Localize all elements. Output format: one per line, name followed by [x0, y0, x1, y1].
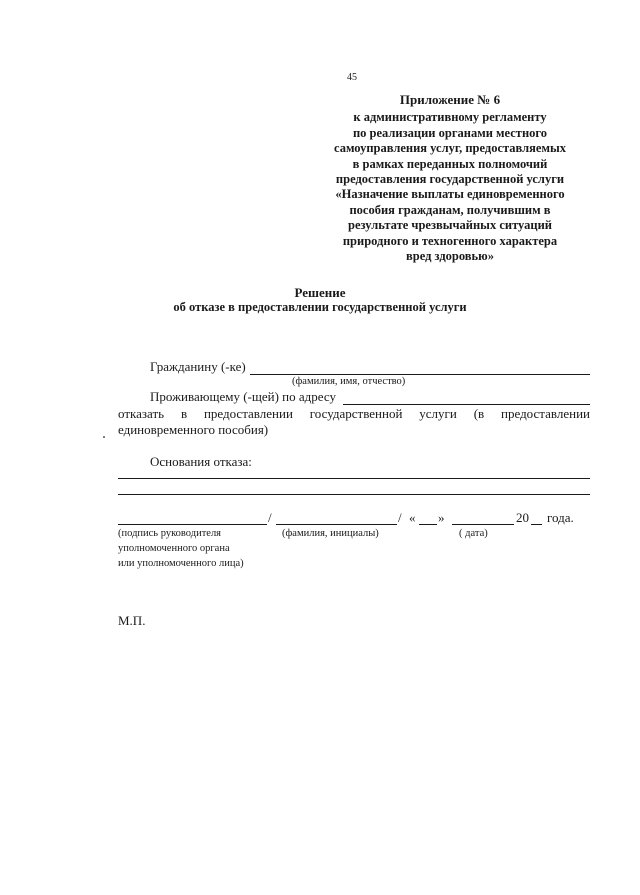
- year-field[interactable]: [531, 524, 542, 525]
- appendix-line: самоуправления услуг, предоставляемых: [334, 141, 566, 156]
- month-field[interactable]: [452, 524, 514, 525]
- signature-hint-line: или уполномоченного лица): [118, 558, 244, 569]
- grounds-label: Основания отказа:: [150, 454, 252, 469]
- appendix-line: пособия гражданам, получившим в: [349, 202, 551, 217]
- page-number: 45: [347, 72, 357, 83]
- appendix-line: к административному регламенту: [353, 110, 547, 125]
- appendix-line: предоставления государственной услуги: [335, 172, 565, 187]
- appendix-header: [300, 92, 600, 264]
- date-close-quote: »: [438, 510, 445, 525]
- date-open-quote: «: [409, 510, 416, 525]
- signature-field[interactable]: [118, 524, 267, 525]
- signature-hint-line: уполномоченного органа: [118, 543, 230, 554]
- refusal-word: (в: [473, 406, 485, 421]
- appendix-line: вред здоровью»: [406, 249, 494, 264]
- year-suffix: года.: [547, 510, 574, 525]
- signature-hint-line: (подпись руководителя: [118, 528, 222, 539]
- decision-title: Решение: [294, 285, 346, 300]
- appendix-line: природного и техногенного характера: [342, 233, 558, 248]
- appendix-title: Приложение № 6: [399, 92, 501, 107]
- decision-subtitle: об отказе в предоставлении государственной услуги: [173, 300, 467, 314]
- refusal-word: государственной: [309, 406, 403, 421]
- refusal-word: в: [180, 406, 188, 421]
- address-field[interactable]: [343, 404, 590, 405]
- initials-field[interactable]: [276, 524, 397, 525]
- refusal-text-line-2: единовременного пособия): [118, 422, 269, 437]
- stamp-place: М.П.: [118, 613, 146, 628]
- appendix-line: «Назначение выплаты единовременного: [335, 187, 565, 202]
- grounds-field-line-1[interactable]: [118, 478, 590, 479]
- signature-separator: /: [268, 510, 272, 525]
- refusal-word: отказать: [118, 406, 165, 421]
- grounds-field-line-2[interactable]: [118, 494, 590, 495]
- citizen-name-field[interactable]: [250, 374, 590, 375]
- initials-separator: /: [398, 510, 402, 525]
- refusal-word: предоставлении: [501, 406, 590, 421]
- citizen-label: Гражданину (-ке): [150, 359, 246, 374]
- refusal-word: предоставлении: [203, 406, 293, 421]
- scan-speck: [103, 436, 105, 438]
- appendix-line: в рамках переданных полномочий: [352, 156, 548, 171]
- appendix-line: по реализации органами местного: [352, 125, 548, 140]
- refusal-word: услуги: [419, 406, 457, 421]
- date-hint: ( дата): [459, 528, 488, 539]
- appendix-line: результате чрезвычайных ситуаций: [348, 218, 552, 233]
- day-field[interactable]: [419, 524, 437, 525]
- year-prefix: 20: [516, 510, 529, 525]
- address-label: Проживающему (-щей) по адресу: [150, 389, 336, 404]
- citizen-name-hint: (фамилия, имя, отчество): [292, 376, 406, 387]
- refusal-text-line: [118, 406, 590, 422]
- initials-hint: (фамилия, инициалы): [282, 528, 379, 539]
